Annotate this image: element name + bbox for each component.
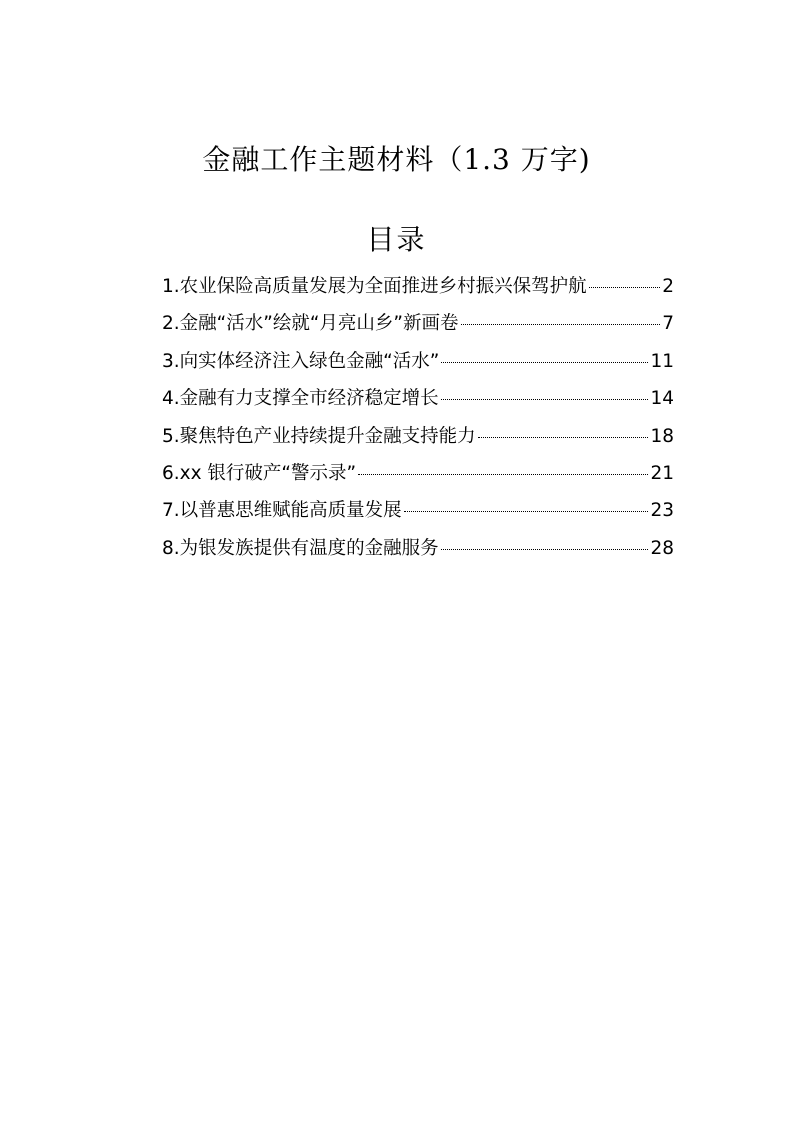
toc-page-number: 7: [662, 313, 674, 335]
toc-page-number: 11: [650, 350, 674, 372]
toc-entry-label: 5.聚焦特色产业持续提升金融支持能力: [162, 425, 476, 447]
toc-page-number: 21: [650, 462, 674, 484]
toc-dot-leader: [404, 510, 649, 512]
toc-entry-7[interactable]: [162, 492, 674, 529]
toc-heading: 目录: [366, 223, 427, 256]
document-title: 金融工作主题材料（1.3 万字): [202, 143, 591, 176]
toc-dot-leader: [441, 398, 649, 400]
toc-entry-label: 8.为银发族提供有温度的金融服务: [162, 537, 439, 559]
toc-entry-label: 1.农业保险高质量发展为全面推进乡村振兴保驾护航: [162, 276, 587, 297]
toc-dot-leader: [358, 473, 648, 475]
toc-page-number: 2: [662, 276, 674, 297]
table-of-contents: [162, 268, 674, 567]
toc-dot-leader: [461, 323, 661, 325]
toc-entry-6[interactable]: [162, 455, 674, 492]
toc-entry-3[interactable]: [162, 343, 674, 380]
toc-dot-leader: [441, 548, 649, 550]
toc-dot-leader: [478, 436, 649, 438]
toc-page-number: 14: [650, 388, 674, 410]
toc-entry-label: 4.金融有力支撑全市经济稳定增长: [162, 388, 439, 410]
toc-dot-leader: [441, 361, 648, 363]
toc-page-number: 23: [650, 500, 674, 522]
toc-dot-leader: [589, 286, 661, 288]
toc-page-number: 28: [650, 537, 674, 559]
toc-entry-label: 2.金融“活水”绘就“月亮山乡”新画卷: [162, 313, 459, 335]
toc-entry-4[interactable]: [162, 380, 674, 417]
toc-entry-label: 3.向实体经济注入绿色金融“活水”: [162, 350, 440, 372]
toc-entry-label: 6.xx 银行破产“警示录”: [162, 462, 357, 484]
toc-entry-5[interactable]: [162, 418, 674, 455]
toc-page-number: 18: [650, 425, 674, 447]
toc-entry-8[interactable]: [162, 530, 674, 567]
toc-entry-2[interactable]: [162, 305, 674, 342]
toc-entry-1[interactable]: [162, 268, 674, 305]
toc-entry-label: 7.以普惠思维赋能高质量发展: [162, 500, 402, 522]
